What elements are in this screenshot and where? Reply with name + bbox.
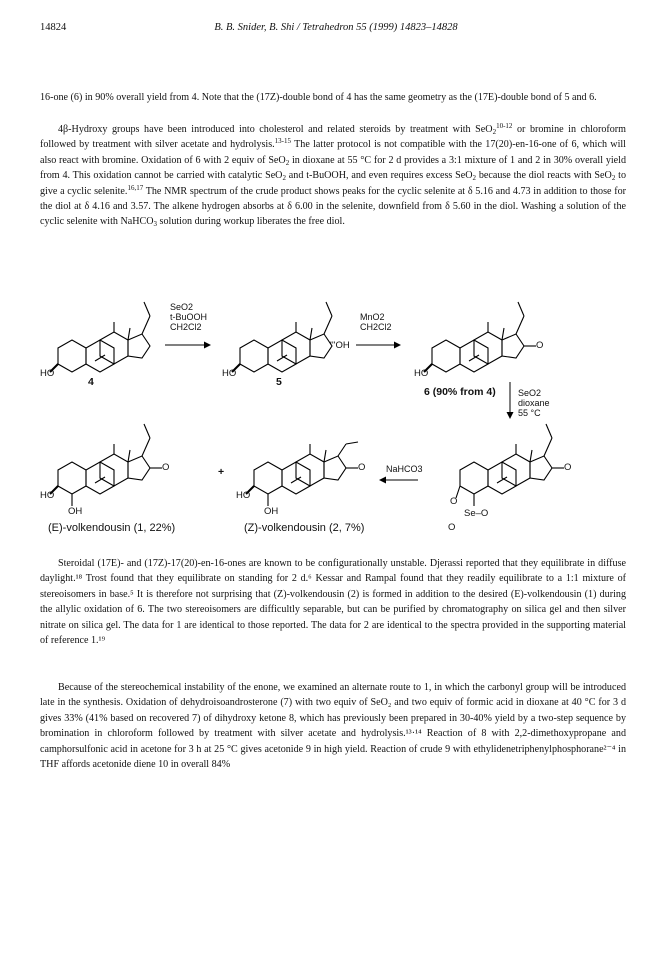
ref-superscript: 10-12 [496,122,513,130]
atom-label: OH [264,506,279,517]
page-header [40,22,632,36]
scheme-drawing [40,300,632,550]
paragraph-alternate-route [40,680,626,772]
atom-label: HO [40,490,55,501]
atom-label: Se–O [464,508,489,519]
compound-label-6: 6 (90% from 4) [424,386,496,398]
paragraph-text: Because of the stereochemical instability of the enone, we examined an alternate route to 1, in which the carbonyl group will be introduced late in the synthesis. Oxidation of dehydroisoandrosterone (7) with two equiv of SeO₂ and two equiv of formic acid in dioxane at 40 °C for 3 d gives 33% (41% based on recovered 7) of dihydroxy ketone 8, which has previously been prepared in 30-40% yield by a two-step sequence by bromination in chloroform followed by treatment with silver acetate and hydrolysis.¹³·¹⁴ Reaction of 8 with 2,2-dimethoxypropane and camphorsulfonic acid in acetone for 3 h at 25 °C gives acetonide 9 in high yield. Reaction of crude 9 with ethylidenetriphenylphosphorane²⁻⁴ in THF affords acetonide diene 10 in overall 84% [40,682,626,771]
atom-label: HO [414,368,429,379]
atom-label: OH [68,506,83,517]
steroid-4-structure [50,302,150,372]
paragraph-selenium-oxidation: 4β-Hydroxy groups have been introduced into cholesterol and related steroids by treatment with SeO$_2^{10-12}$ or bromine in chloroform followed by treatment with silver acetate and hydrolysis.$^{13-15}$ The latter protocol is not compatible with the 17(20)-en-16-one of 6, which will also react with bromine. Oxidation of 6 with 2 equiv of SeO$_2$ in dioxane at 55 °C for 2 d provides a 3:1 mixture of 1 and 2 in 30% overall yield from 4. This oxidation cannot be carried with catalytic SeO$_2$ and t-BuOOH, and even requires excess SeO$_2$ because the diol reacts with SeO$_2$ to give a cyclic selenite.$^{16,17}$ The NMR spectrum of the crude product shows peaks for the cyclic selenite at δ 5.16 and 4.73 in addition to those for the diol at δ 4.16 and 3.57. The alkene hydrogen absorbs at δ 6.00 in the selenite, downfield from δ 5.60 in the diol. Washing a solution of the cyclic selenite with NaHCO$_3$ solution during workup liberates the free diol. [40,122,626,229]
ref-superscript: 16,17 [127,183,144,192]
steroid-6-structure [424,302,536,372]
steroid-5-structure [232,302,332,372]
paragraph-text: Steroidal (17E)- and (17Z)-17(20)-en-16-ones are known to be configurationally unstable. Djerassi reported that they equilibrate in diffuse daylight.¹⁸ Trost found that they equilibrate on standing for 2 d.⁶ Kessar and Rampal found that they readily equilibrate to a 1:1 mixture of stereoisomers in base.⁵ It is therefore not surprising that (Z)-volkendousin (2) is formed in addition to the desired (E)-volkendousin (1) during the allylic oxidation of 6. The two stereoisomers are difficultly separable, but can be purified by chromatography on silica gel and then silver nitrate on silica gel. The data for 1 are identical to those reported. The data for 2 are identical to the spectra provided in the supporting material of reference 1.¹⁹ [40,558,626,647]
e-volkendousin-structure [50,424,162,506]
plus-sign: + [218,466,225,478]
reagents-step-3: SeO2 dioxane 55 °C [518,388,550,418]
reaction-scheme [40,300,632,550]
running-title: B. B. Snider, B. Shi / Tetrahedron 55 (1999) 14823–14828 [214,22,458,33]
atom-label: '''OH [330,340,350,351]
atom-label: O [162,462,170,473]
selenite-structure [456,424,564,506]
z-volkendousin-structure [246,442,358,506]
compound-label-4: 4 [88,376,94,388]
caption-e-volkendousin: (E)-volkendousin (1, 22%) [48,522,176,534]
atom-label: O [448,522,456,533]
ref-superscript: 13-15 [274,137,292,146]
atom-label: HO [222,368,237,379]
atom-label: O [536,340,544,351]
atom-label: HO [236,490,251,501]
atom-label: O [450,496,458,507]
page-number: 14824 [40,22,67,33]
caption-z-volkendousin: (Z)-volkendousin (2, 7%) [244,522,365,534]
atom-label: HO [40,368,55,379]
paragraph-stereochemistry [40,556,626,648]
intro-paragraph [40,90,626,105]
intro-text: 16-one (6) in 90% overall yield from 4. Note that the (17Z)-double bond of 4 has the same geometry as the (17E)-double bond of 5 and 6. [40,92,597,103]
atom-label: O [358,462,366,473]
compound-label-5: 5 [276,376,282,388]
reagents-step-2: MnO2 CH2Cl2 [360,312,392,332]
reagents-step-4: NaHCO3 [386,464,423,474]
reagents-step-1: SeO2 t-BuOOH CH2Cl2 [170,302,208,332]
atom-label: O [564,462,572,473]
